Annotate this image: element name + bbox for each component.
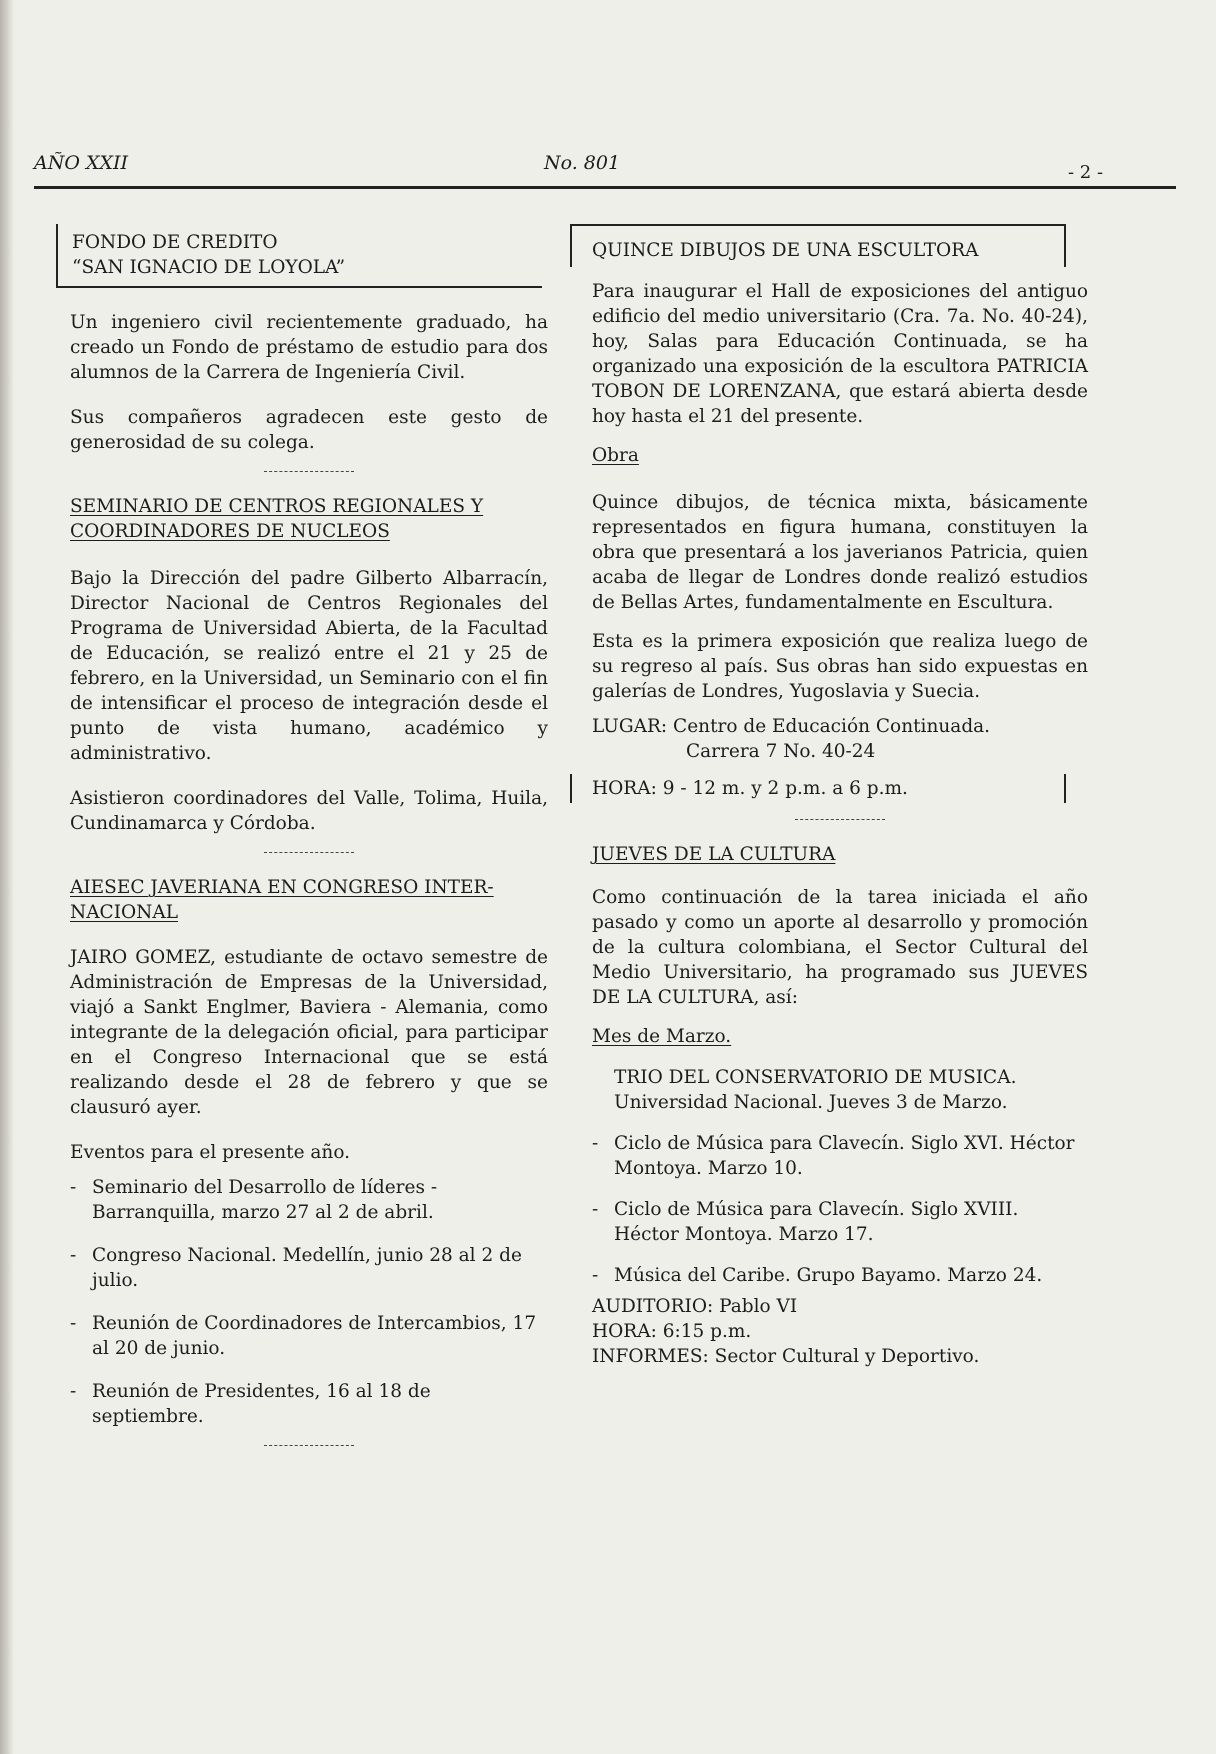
aiesec-paragraph-1: JAIRO GOMEZ, estudiante de octavo semestre de Administración de Empresas de la Universidad, viajó a Sankt Englmer, Baviera - Alemania, como integrante de la delegación oficial, para participar en el Congreso Internacional que se está realizando desde el 28 de febrero y que se clausuró ayer. [70, 947, 548, 1118]
quince-hora: HORA: 9 - 12 m. y 2 p.m. a 6 p.m. [592, 778, 908, 799]
bullet-dash: - [70, 1381, 77, 1402]
program-text: Ciclo de Música para Clavecín. Siglo XVI. Héctor Montoya. Marzo 10. [614, 1133, 1075, 1179]
seminario-title-line1: SEMINARIO DE CENTROS REGIONALES Y [70, 496, 484, 517]
events-title: Eventos para el presente año. [70, 1142, 351, 1163]
program-item [592, 1197, 1088, 1247]
trio-line1: TRIO DEL CONSERVATORIO DE MUSICA. [614, 1067, 1017, 1088]
seminario-paragraph-2: Asistieron coordinadores del Valle, Tolima, Huila, Cundinamarca y Córdoba. [70, 788, 548, 834]
informes-line: INFORMES: Sector Cultural y Deportivo. [592, 1346, 980, 1367]
event-item [70, 1175, 548, 1225]
jueves-hora-line: HORA: 6:15 p.m. [592, 1321, 752, 1342]
seminario-title-line2: COORDINADORES DE NUCLEOS [70, 521, 390, 542]
bullet-dash: - [592, 1265, 599, 1286]
bullet-dash: - [70, 1177, 77, 1198]
program-text: Música del Caribe. Grupo Bayamo. Marzo 24. [614, 1265, 1043, 1286]
event-text: Reunión de Coordinadores de Intercambios, 17 al 20 de junio. [92, 1313, 537, 1359]
fondo-title-box [56, 224, 542, 288]
quince-paragraph-1: Para inaugurar el Hall de exposiciones del antiguo edificio del medio universitario (Cra. 7a. No. 40-24), hoy, Salas para Educación Continuada, se ha organizado una exposición de la escultora PATRICIA TOBON DE LORENZANA, que estará abierta desde hoy hasta el 21 del presente. [592, 281, 1088, 427]
separator [264, 1445, 354, 1446]
event-text: Congreso Nacional. Medellín, junio 28 al 2 de julio. [92, 1245, 522, 1291]
jueves-title: JUEVES DE LA CULTURA [592, 844, 836, 865]
quince-paragraph-2: Quince dibujos, de técnica mixta, básicamente representados en figura humana, constituyen la obra que presentará a los javerianos Patricia, quien acaba de llegar de Londres donde realizó estudios de Bellas Artes, fundamentalmente en Escultura. [592, 492, 1088, 613]
fondo-title-line2: “SAN IGNACIO DE LOYOLA” [72, 257, 346, 278]
seminario-paragraph-1: Bajo la Dirección del padre Gilberto Albarracín, Director Nacional de Centros Regionales del Programa de Universidad Abierta, de la Facultad de Educación, se realizó entre el 21 y 25 de febrero, en la Universidad, un Seminario con el fin de intensificar el proceso de integración desde el punto de vista humano, académico y administrativo. [70, 568, 548, 764]
program-item [592, 1263, 1088, 1288]
bullet-dash: - [592, 1133, 599, 1154]
hora-box [570, 774, 1066, 803]
event-text: Seminario del Desarrollo de líderes - Barranquilla, marzo 27 al 2 de abril. [92, 1177, 438, 1223]
issue-number: No. 801 [544, 152, 621, 174]
binding-edge [0, 0, 14, 1754]
event-text: Reunión de Presidentes, 16 al 18 de septiembre. [92, 1381, 431, 1427]
program-text: Ciclo de Música para Clavecín. Siglo XVIII. Héctor Montoya. Marzo 17. [614, 1199, 1019, 1245]
jueves-paragraph-1: Como continuación de la tarea iniciada el año pasado y como un aporte al desarrollo y promoción de la cultura colombiana, el Sector Cultural del Medio Universitario, ha programado sus JUEVES DE LA CULTURA, así: [592, 887, 1088, 1008]
left-column [70, 224, 548, 1468]
mes-label: Mes de Marzo. [592, 1026, 732, 1047]
lugar-line2: Carrera 7 No. 40-24 [686, 741, 876, 762]
year-label: AÑO XXII [34, 152, 129, 174]
fondo-paragraph-2: Sus compañeros agradecen este gesto de generosidad de su colega. [70, 407, 548, 453]
separator [264, 852, 354, 853]
quince-title-box [570, 224, 1066, 267]
trio-line2: Universidad Nacional. Jueves 3 de Marzo. [614, 1092, 1008, 1113]
bullet-dash: - [70, 1245, 77, 1266]
separator [264, 471, 354, 472]
program-item [592, 1131, 1088, 1181]
event-item [70, 1379, 548, 1429]
header-rule [34, 186, 1176, 189]
event-item [70, 1311, 548, 1361]
fondo-title-line1: FONDO DE CREDITO [72, 232, 278, 253]
lugar-line1: LUGAR: Centro de Educación Continuada. [592, 716, 991, 737]
right-column [592, 224, 1088, 1369]
aiesec-title-line2: NACIONAL [70, 902, 179, 923]
page-header [0, 140, 1216, 190]
separator [795, 819, 885, 820]
fondo-paragraph-1: Un ingeniero civil recientemente graduado, ha creado un Fondo de préstamo de estudio para dos alumnos de la Carrera de Ingeniería Civil. [70, 312, 548, 383]
obra-label: Obra [592, 445, 639, 466]
quince-title: QUINCE DIBUJOS DE UNA ESCULTORA [592, 240, 979, 261]
auditorio-line: AUDITORIO: Pablo VI [592, 1296, 798, 1317]
page-number: - 2 - [1068, 162, 1104, 183]
bullet-dash: - [70, 1313, 77, 1334]
event-item [70, 1243, 548, 1293]
aiesec-title-line1: AIESEC JAVERIANA EN CONGRESO INTER- [70, 877, 494, 898]
quince-paragraph-3: Esta es la primera exposición que realiza luego de su regreso al país. Sus obras han sido expuestas en galerías de Londres, Yugoslavia y Suecia. [592, 631, 1088, 702]
bullet-dash: - [592, 1199, 599, 1220]
